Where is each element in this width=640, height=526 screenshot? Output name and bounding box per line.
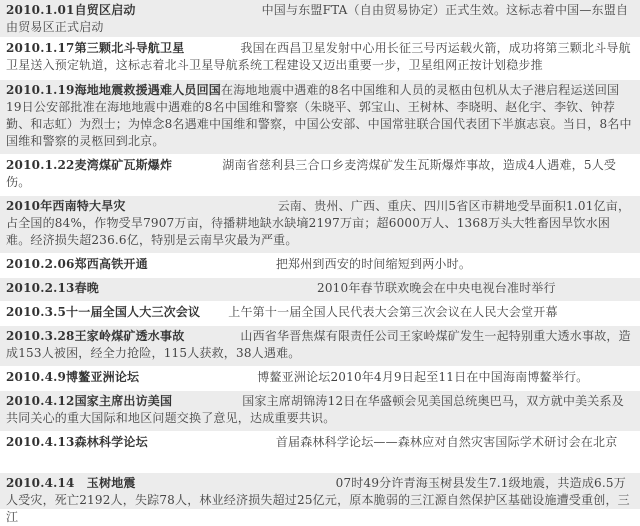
entry-description: 我国在西昌卫星发射中心用长征三号丙运载火箭，成功将第三颗北斗导航卫星送入预定轨道，这标志着北斗卫星导航系统工程建设又迈出重要一步，卫星组网正按计划稳步推 (6, 41, 631, 72)
entry-title: 2010.4.12国家主席出访美国 (6, 394, 173, 408)
entry-title: 2010.2.13春晚 (6, 281, 100, 295)
list-item (0, 254, 640, 277)
entry-description: 在海地地震中遇难的8名中国维和人员的灵柩由包机从太子港启程运送回国19日公安部批准在海地地震中遇难的8名中国维和警察（朱晓平、郭宝山、王树林、李晓明、赵化宇、李钦、钟荐勤、和志虹）为烈士；为悼念8名遇难中国维和警察，中国公安部、中国常驻联合国代表团下半旗志哀。当日，8名中国维和警察的灵柩回到北京。 (6, 83, 632, 148)
list-item (0, 367, 640, 390)
entry-description: 07时49分许青海玉树县发生7.1级地震，共造成6.5万人受灾，死亡2192人，失踪78人，林业经济损失超过25亿元，原本脆弱的三江源自然保护区基础设施遭受重创，三江 (6, 476, 630, 524)
entry-title: 2010.2.06郑西高铁开通 (6, 257, 148, 271)
entry-description: 上午第十一届全国人民代表大会第三次会议在人民大会堂开幕 (228, 305, 558, 319)
entry-title: 2010.1.01自贸区启动 (6, 3, 136, 17)
entry-title: 2010.4.14 玉树地震 (6, 476, 136, 490)
entry-description: 国家主席胡锦涛12日在华盛顿会见美国总统奥巴马，双方就中美关系及共同关心的重大国际和地区问题交换了意见，达成重要共识。 (6, 394, 624, 425)
entry-description: 博鳌亚洲论坛2010年4月9日起至11日在中国海南博鳌举行。 (257, 370, 589, 384)
list-item (0, 326, 640, 366)
list-item (0, 278, 640, 301)
list-item (0, 391, 640, 431)
list-item (0, 302, 640, 325)
list-item (0, 473, 640, 524)
list-item (0, 196, 640, 253)
entry-title: 2010年西南特大旱灾 (6, 199, 126, 213)
entry-description: 中国与东盟FTA（自由贸易协定）正式生效。这标志着中国—东盟自由贸易区正式启动 (6, 3, 629, 34)
list-item (0, 80, 640, 154)
list-item (0, 0, 640, 37)
entry-description: 云南、贵州、广西、重庆、四川5省区市耕地受旱面积1.01亿亩，占全国的84%，作物受旱7907万亩，待播耕地缺水缺墒2197万亩；超6000万人、1368万头大牲畜因旱饮水困难。经济损失超236.6亿，特别是云南旱灾最为严重。 (6, 199, 631, 247)
entry-description: 把郑州到西安的时间缩短到两小时。 (275, 257, 472, 271)
entry-description: 湖南省慈利县三合口乡麦湾煤矿发生瓦斯爆炸事故，造成4人遇难，5人受伤。 (6, 158, 617, 189)
entry-title: 2010.4.9博鳌亚洲论坛 (6, 370, 140, 384)
entry-title: 2010.4.13森林科学论坛 (6, 435, 148, 449)
list-item (0, 155, 640, 195)
list-item (0, 432, 640, 472)
entry-title: 2010.3.28王家岭煤矿透水事故 (6, 329, 185, 343)
entry-title: 2010.3.5十一届全国人大三次会议 (6, 305, 201, 319)
entry-title: 2010.1.19海地地震救援遇难人员回国 (6, 83, 222, 97)
entry-description: 首届森林科学论坛——森林应对自然灾害国际学术研讨会在北京 (275, 435, 618, 449)
entry-title: 2010.1.17第三颗北斗导航卫星 (6, 41, 185, 55)
entry-title: 2010.1.22麦湾煤矿瓦斯爆炸 (6, 158, 173, 172)
entry-description: 山西省华晋焦煤有限责任公司王家岭煤矿发生一起特别重大透水事故，造成153人被困，经全力抢险，115人获救，38人遇难。 (6, 329, 631, 360)
list-item (0, 38, 640, 79)
entry-description: 2010年春节联欢晚会在中央电视台准时举行 (317, 281, 556, 295)
